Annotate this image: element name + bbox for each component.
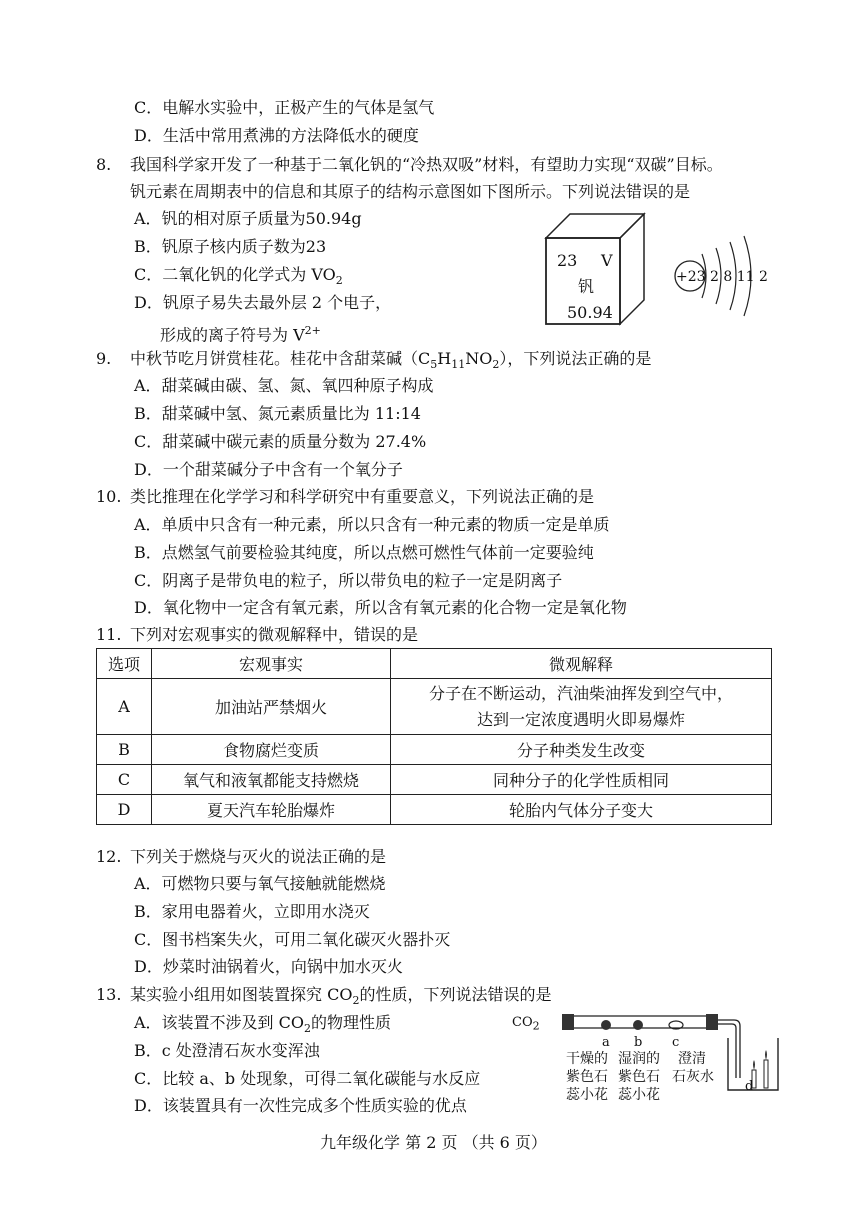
q10-option-d: D．氧化物中一定含有氧元素，所以含有氧元素的化合物一定是氧化物	[134, 598, 627, 617]
table-header-row	[97, 649, 772, 679]
row-option: D	[97, 795, 152, 825]
q8-option-c: C．二氧化钒的化学式为 $VO_2$	[134, 265, 343, 288]
q10-option-c: C．阴离子是带负电的粒子，所以带负电的粒子一定是阴离子	[134, 571, 563, 590]
fig-label-d: d	[745, 1079, 754, 1094]
q12-stem: 下列关于燃烧与灭火的说法正确的是	[130, 847, 387, 866]
row-fact: 氧气和液氧都能支持燃烧	[152, 765, 391, 795]
q9-option-c: C．甜菜碱中碳元素的质量分数为 27.4%	[134, 432, 427, 451]
q8-number: 8.	[96, 155, 112, 174]
q13-option-a: A．该装置不涉及到 $CO_2$的物理性质	[134, 1013, 392, 1036]
q11-table	[96, 648, 772, 825]
fig-label-b: b	[634, 1035, 643, 1050]
q10-number: 10.	[96, 487, 122, 506]
row-fact: 食物腐烂变质	[152, 735, 391, 765]
q10-option-b: B．点燃氢气前要检验其纯度，所以点燃可燃性气体前一定要验纯	[134, 543, 594, 562]
tile-symbol: V	[601, 251, 613, 270]
tile-mass: 50.94	[567, 303, 613, 322]
fig-caption-b: 湿润的 紫色石 蕊小花	[618, 1051, 660, 1103]
row-option: C	[97, 765, 152, 795]
header-macro-fact: 宏观事实	[152, 649, 391, 679]
tile-name: 钒	[578, 277, 595, 296]
fig-label-a: a	[602, 1035, 610, 1050]
q13-option-b: B．c 处澄清石灰水变浑浊	[134, 1041, 320, 1060]
q13-option-c: C．比较 a、b 处现象，可得二氧化碳能与水反应	[134, 1069, 481, 1088]
q9-option-b: B．甜菜碱中氢、氮元素质量比为 11:14	[134, 404, 421, 423]
q10-stem: 类比推理在化学学习和科学研究中有重要意义，下列说法正确的是	[130, 487, 595, 506]
table-row	[97, 765, 772, 795]
fig-co2-label: $CO_2$	[512, 1015, 540, 1033]
q12-option-a: A．可燃物只要与氧气接触就能燃烧	[134, 874, 386, 893]
q8-option-b: B．钒原子核内质子数为23	[134, 237, 327, 256]
q7-option-c: C．电解水实验中，正极产生的气体是氢气	[134, 98, 435, 117]
q10-option-a: A．单质中只含有一种元素，所以只含有一种元素的物质一定是单质	[134, 515, 610, 534]
q11-number: 11.	[96, 625, 122, 644]
q9-option-d: D．一个甜菜碱分子中含有一个氧分子	[134, 460, 403, 479]
q13-option-d: D．该装置具有一次性完成多个性质实验的优点	[134, 1096, 467, 1115]
table-row	[97, 735, 772, 765]
q9-number: 9.	[96, 349, 112, 368]
row-explanation: 分子种类发生改变	[391, 735, 772, 765]
q7-option-d: D．生活中常用煮沸的方法降低水的硬度	[134, 126, 419, 145]
q8-stem-line1: 我国科学家开发了一种基于二氧化钒的“冷热双吸”材料，有望助力实现“双碳”目标。	[130, 155, 723, 174]
q13-number: 13.	[96, 985, 122, 1004]
table-row	[97, 795, 772, 825]
header-micro-explanation: 微观解释	[391, 649, 772, 679]
q12-number: 12.	[96, 847, 122, 866]
q9-stem: 中秋节吃月饼赏桂花。桂花中含甜菜碱$(C_5H_{11}NO_2)$，下列说法正确的是	[130, 349, 652, 372]
atom-nucleus-charge: +23	[676, 269, 706, 285]
row-explanation: 轮胎内气体分子变大	[391, 795, 772, 825]
q8-option-d-line2: 形成的离子符号为 $V^{2+}$	[160, 324, 321, 345]
q12-option-b: B．家用电器着火，立即用水浇灭	[134, 902, 370, 921]
q8-option-d-line1: D．钒原子易失去最外层 2 个电子，	[134, 293, 392, 312]
row-fact: 夏天汽车轮胎爆炸	[152, 795, 391, 825]
tile-atomic-number: 23	[557, 251, 578, 270]
fig-caption-c: 澄清 石灰水	[672, 1051, 714, 1085]
q9-option-a: A．甜菜碱由碳、氢、氮、氧四种原子构成	[134, 376, 434, 395]
q12-option-c: C．图书档案失火，可用二氧化碳灭火器扑灭	[134, 930, 451, 949]
table-row	[97, 679, 772, 735]
fig-label-c: c	[672, 1035, 680, 1050]
atom-electron-shells: 2 8 11 2	[710, 269, 768, 285]
page-footer: 九年级化学 第 2 页 （共 6 页）	[320, 1133, 547, 1152]
fig-caption-a: 干燥的 紫色石 蕊小花	[566, 1051, 608, 1103]
q8-option-a: A．钒的相对原子质量为50.94g	[134, 209, 362, 228]
row-option: A	[97, 679, 152, 735]
q13-stem: 某实验小组用如图装置探究 $CO_2$的性质，下列说法错误的是	[130, 985, 552, 1008]
row-option: B	[97, 735, 152, 765]
row-explanation: 分子在不断运动，汽油柴油挥发到空气中， 达到一定浓度遇明火即易爆炸	[391, 679, 772, 735]
row-explanation: 同种分子的化学性质相同	[391, 765, 772, 795]
header-option: 选项	[97, 649, 152, 679]
q11-stem: 下列对宏观事实的微观解释中，错误的是	[130, 625, 419, 644]
q8-stem-line2: 钒元素在周期表中的信息和其原子的结构示意图如下图所示。下列说法错误的是	[130, 182, 691, 201]
row-fact: 加油站严禁烟火	[152, 679, 391, 735]
q12-option-d: D．炒菜时油锅着火，向锅中加水灭火	[134, 957, 403, 976]
